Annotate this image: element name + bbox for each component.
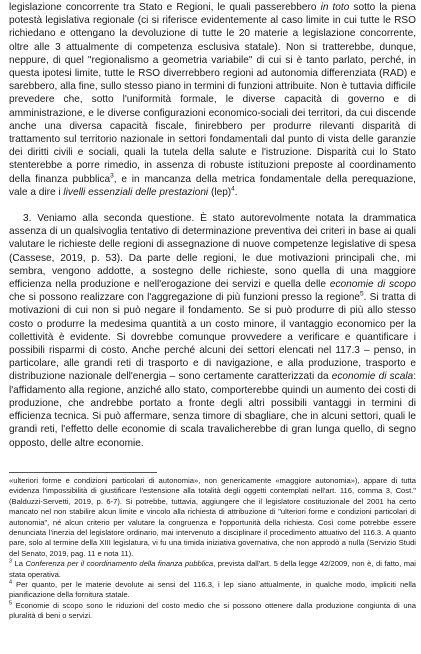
paragraph-1-italic-a: in toto [320,2,350,13]
paragraph-1-text-d: (lep) [208,186,232,198]
paragraph-1-text-c: , e in mancanza della metrica fondamentale della perequazione, vale a dire i [9,173,416,198]
footnote-continuation: «ulteriori forme e condizioni particolari di autonomia», non genericamente «maggiore autonomia»), appare di tutta evidenza l'impossibilità di giustificare l'estensione alla totalità degli oggetti contemplati nell'art. 116, comma 3, Cost." (Balduzzi-Servetti, 2019, p. 6-7). Si potrebbe, tuttavia, aggiungere che il legislatore costituzionale del 2001 ha certo mancato nel non stabilire alcun limite e vincolo alla richiesta di attribuzione di "ulteriori forme e condizioni particolari di autonomia", né alcun criterio per valutare la congruenza e l'opportunità della richiesta. Così come potrebbe essere denunciata l'inerzia del legislatore ordinario, mai intervenuto a disciplinare il procedimento attuativo del 116.3. A quanto pare, solo al termine della XIII legislatura, vi fu una timida iniziativa governativa, che non approdò a nulla (Servizio Studi del Senato, 2019, pag. 11 e nota 11). [9,476,416,558]
footnote-5-number: 5 [9,600,13,607]
paragraph-1-text-e: . [234,186,238,198]
paragraph-2-text-b: che si possono realizzare con l'aggregazione di più funzioni presso la regione [9,292,360,304]
footnote-5-text: Economie di scopo sono le riduzioni del costo medio che si possono ottenere dalla produzione congiunta di una pluralità di beni o servizi. [9,600,416,621]
footnote-4-text: Per quanto, per le materie devolute ai sensi del 116.3, i lep siano attualmente, in qualche modo, impliciti nella pianificazione della fornitura statale. [9,580,416,600]
paragraph-2-text-a: 3. Veniamo alla seconda questione. È stato autorevolmente notata la drammatica assenza di un qualsivoglia tentativo di determinazione preventiva dei criteri in base ai quali valutare le richieste delle regioni di assegnazione di nuove competenze legislative di spesa (Cassese, 2019, p. 53). Da parte delle regioni, le due motivazioni principali che, mi sembra, vengono addotte, a sostegno delle richieste, sono quella di una maggiore efficienza nella produzione e nell'erogazione dei servizi e quella delle [9,213,416,291]
footnote-3 [9,559,416,580]
footnote-ref-3[interactable]: 3 [110,172,114,180]
footnote-5 [9,601,416,622]
footnote-3-italic: Conferenza per il coordinamento della finanza pubblica [25,559,214,569]
footnote-ref-5[interactable]: 5 [359,290,364,298]
footnote-4-number: 4 [9,579,13,586]
paragraph-1-italic-b: livelli essenziali delle prestazioni [63,186,209,198]
paragraph-1 [9,1,416,199]
paragraph-1-text-a: legislazione concorrente tra Stato e Regioni, le quali passerebbero [9,2,321,13]
paragraph-1-text-b: sotto la piena potestà legislativa regionale (ci si riferisce evidentemente al caso limite in cui tutte le RSO richiedano e ottengano la devoluzione di tutte le 20 materie a legislazione concorrente, oltre alle 3 attualmente di competenza esclusiva statale). Non si tratterebbe, dunque, neppure, di quel "regionalismo a geometria variabile" di cui si è tanto parlato, perché, in questa ipotesi limite, tutte le RSO diverrebbero regioni ad autonomia differenziata (RAD) e sarebbero, alla fine, sullo stesso piano in termini di funzioni attribuite. Non è tuttavia difficile prevedere che, sotto l'uniformità formale, le diverse capacità di governo e di amministrazione, e le diverse configurazioni economico-sociali dei territori, da cui discende anche una diversa capacità fiscale, finirebbero per produrre rilevanti disparità di trattamento sul territorio nazionale in settori fondamentali dal punto di vista delle garanzie dei diritti civili e sociali, quali la tutela della salute e l'istruzione. Disparità cui lo Stato stenterebbe a porre rimedio, in assenza di robuste istituzioni preposte al coordinamento della finanza pubblica [9,2,416,185]
body-text [9,1,416,450]
footnote-3-text-a: La [12,559,26,569]
footnote-separator [9,472,157,473]
paragraph-2-text-c: . Si tratta di motivazioni di cui non si può negare il fondamento. Se si può produrre di più allo stesso costo o produrre la medesima quantità a un costo minore, il vantaggio economico per la collettività è evidente. Si dovrebbe comunque provvedere a verificare e quantificare i possibili risparmi di costo. Anche perché alcuni dei settori elencati nel 117.3 – penso, in particolare, alle grandi reti di trasporto e di navigazione, e alla produzione, trasporto e distribuzione nazionale dell'energia – sono certamente caratterizzati da [9,292,416,383]
footnote-4 [9,580,416,601]
paragraph-2-italic-b: economie di scala [331,371,414,383]
footnotes [9,476,416,622]
paragraph-gap [9,199,416,212]
footnote-ref-4[interactable]: 4 [231,185,235,193]
footnote-3-text-b: , prevista dall'art. 5 della legge 42/2009, non è, di fatto, mai stata operativa. [9,559,416,579]
footnote-3-number: 3 [9,558,13,565]
paragraph-2 [9,212,416,450]
paragraph-2-italic-a: economie di scopo [329,279,416,291]
paragraph-2-text-d: : l'affidamento alla regione, anziché allo stato, comporterebbe quindi un aumento dei costi di produzione, che andrebbe portato a fronte degli altri possibili vantaggi in termini di efficienza tecnica. Si può affermare, senza timore di sbagliare, che in alcuni settori, quali le grandi reti, l'effetto delle economie di scala travalicherebbe di gran lunga quello, di segno opposto, delle altre economie. [9,371,416,449]
